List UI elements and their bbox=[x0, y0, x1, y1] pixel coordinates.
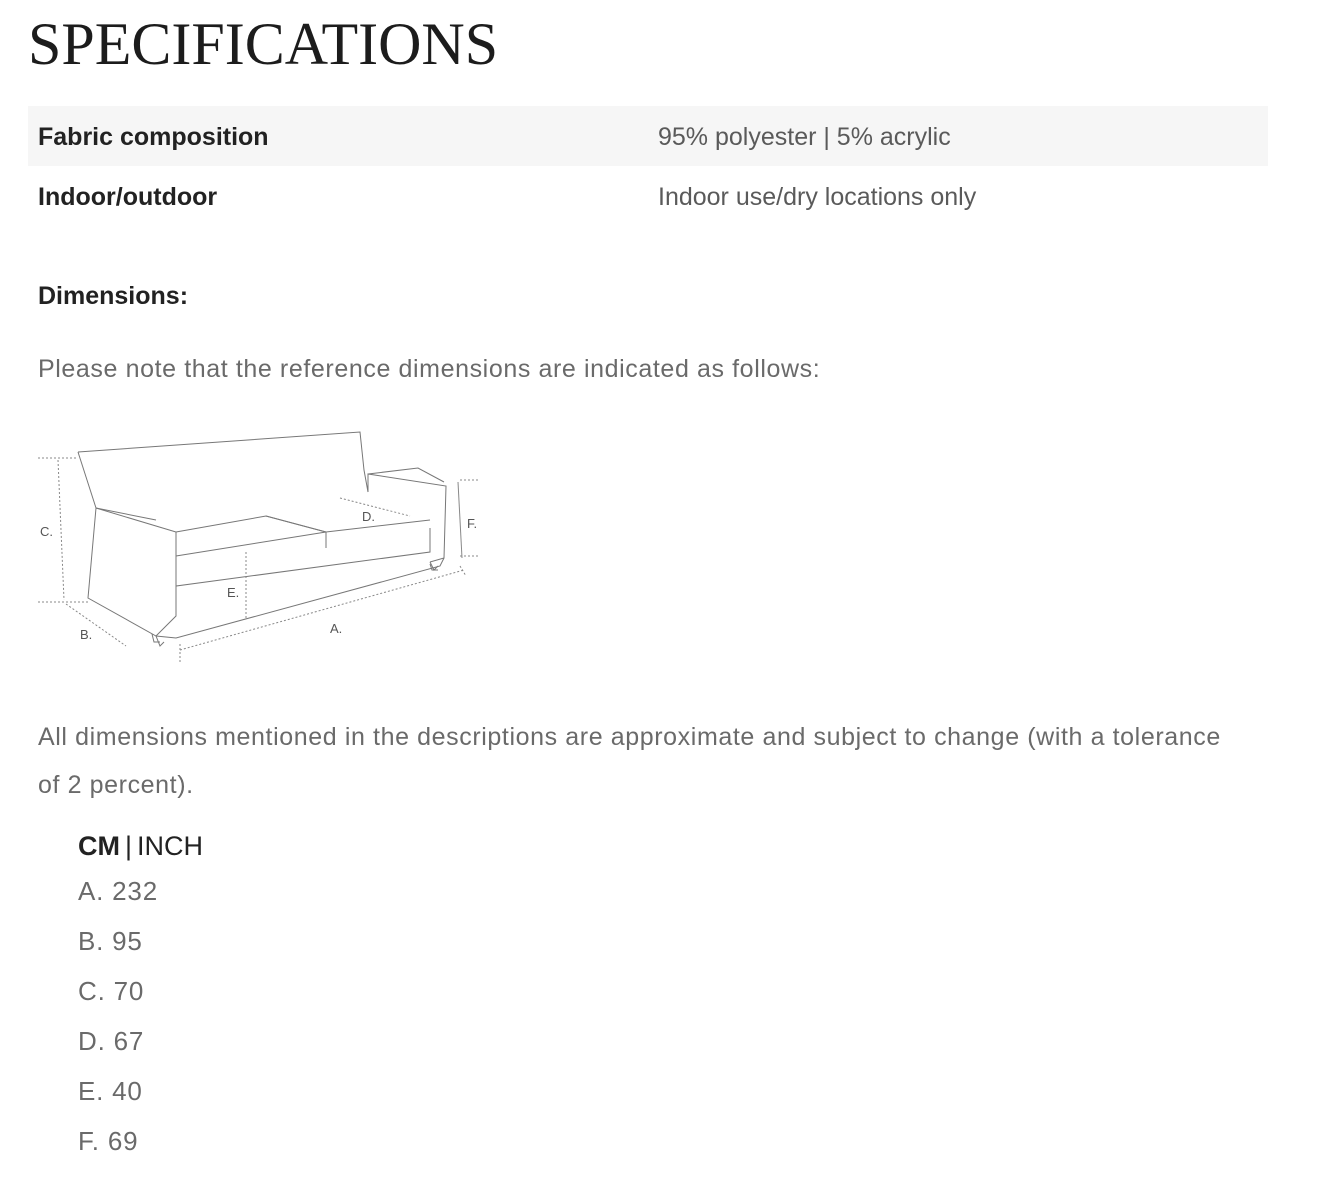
list-item bbox=[78, 972, 158, 1022]
list-item bbox=[78, 872, 158, 922]
spec-row-indoor-outdoor bbox=[28, 166, 1268, 226]
unit-cm-option[interactable]: CM bbox=[78, 831, 120, 861]
diagram-label-a: A. bbox=[330, 621, 343, 636]
spec-row-fabric bbox=[28, 106, 1268, 166]
unit-toggle bbox=[78, 826, 203, 866]
dimensions-disclaimer: All dimensions mentioned in the descriptions are approximate and subject to change (with a tolerance of 2 percent). bbox=[38, 723, 1221, 799]
dimension-letter: C. bbox=[78, 976, 106, 1006]
diagram-label-c: C. bbox=[40, 524, 53, 539]
unit-inch-option[interactable]: INCH bbox=[137, 831, 204, 861]
dimension-value: 232 bbox=[112, 876, 158, 906]
dimension-value: 69 bbox=[107, 1126, 139, 1156]
dimensions-heading: Dimensions: bbox=[38, 282, 189, 310]
diagram-label-f: F. bbox=[467, 516, 478, 531]
spec-value: Indoor use/dry locations only bbox=[658, 183, 977, 211]
dimension-letter: F. bbox=[78, 1126, 100, 1156]
spec-label: Indoor/outdoor bbox=[38, 183, 218, 211]
dimension-letter: B. bbox=[78, 926, 105, 956]
diagram-label-e: E. bbox=[227, 585, 240, 600]
list-item bbox=[78, 1072, 158, 1122]
dimension-value: 95 bbox=[112, 926, 143, 956]
diagram-label-b: B. bbox=[80, 627, 93, 642]
diagram-label-d: D. bbox=[362, 509, 375, 524]
unit-separator: | bbox=[125, 831, 133, 861]
dimension-value: 70 bbox=[113, 976, 145, 1006]
list-item bbox=[78, 1022, 158, 1072]
sofa-dimension-diagram bbox=[30, 420, 490, 681]
list-item bbox=[78, 1122, 158, 1172]
list-item bbox=[78, 922, 158, 972]
dimension-value: 40 bbox=[112, 1076, 143, 1106]
specifications-table bbox=[28, 106, 1268, 226]
dimension-letter: D. bbox=[78, 1026, 106, 1056]
spec-value: 95% polyester | 5% acrylic bbox=[658, 123, 951, 151]
dimension-letter: E. bbox=[78, 1076, 105, 1106]
page-title: SPECIFICATIONS bbox=[28, 11, 499, 77]
dimension-letter: A. bbox=[78, 876, 105, 906]
spec-label: Fabric composition bbox=[38, 123, 269, 151]
dimension-list bbox=[78, 872, 158, 1172]
dimension-value: 67 bbox=[113, 1026, 145, 1056]
reference-note: Please note that the reference dimensions are indicated as follows: bbox=[38, 355, 821, 383]
